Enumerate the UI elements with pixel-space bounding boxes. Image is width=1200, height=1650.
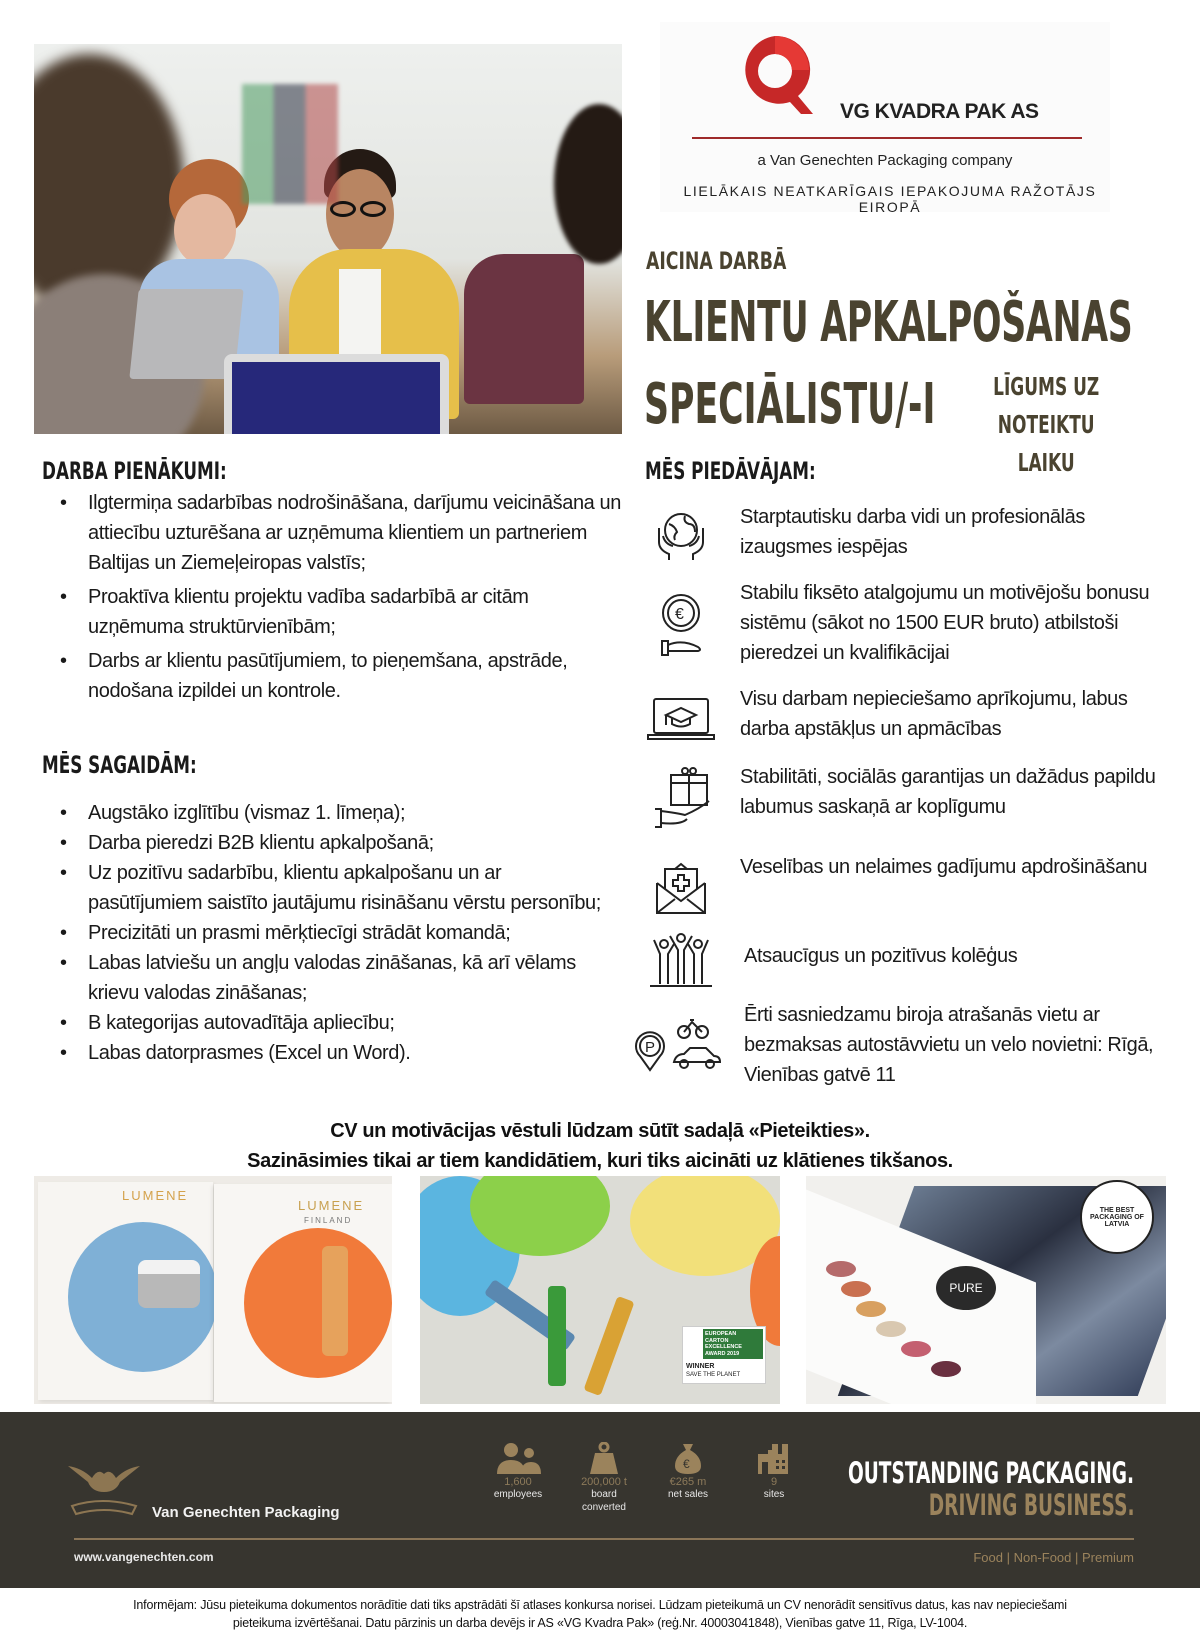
offer-heading: MĒS PIEDĀVĀJAM: [645,457,816,485]
duties-heading: DARBA PIENĀKUMI: [42,457,227,485]
footer-divider [74,1538,1134,1540]
footer-brand-name: Van Genechten Packaging [152,1504,340,1521]
privacy-notice-line1: Informējam: Jūsu pieteikuma dokumentos norādītie dati tiks apstrādāti šī atlases konkursa norisei. Lūdzam pieteikumā un CV nenorādīt sensitīvus datus, kas nav nepieciešami [133,1598,1067,1612]
kvadra-q-logo-icon [735,32,815,117]
company-name: VG KVADRA PAK AS [840,100,1039,123]
invite-label: AICINA DARBĀ [646,247,787,275]
best-packaging-badge: THE BEST PACKAGING OF LATVIA [1080,1180,1154,1254]
product-image-pure-chocolate [806,1176,1166,1404]
privacy-notice [40,1596,1160,1632]
offer-item [640,1000,1160,1095]
offer-item [640,684,1160,754]
svg-text:P: P [645,1039,656,1056]
slogan-line2: DRIVING BUSINESS. [928,1488,1134,1522]
application-instructions [0,1116,1200,1176]
offer-item [640,578,1160,673]
offer-text: Ērti sasniedzamu biroja atrašanās vietu ar bezmaksas autostāvvietu un velo novietni: Rīgā, Vienības gatvē 11 [744,1004,1154,1086]
euro-coin-hand-icon [640,588,722,660]
offer-text: Veselības un nelaimes gadījumu apdrošināšanu [740,856,1148,878]
offer-item [640,762,1160,832]
company-subtitle: a Van Genechten Packaging company [757,152,1013,169]
list-item: • Labas datorprasmes (Excel un Word). [42,1038,612,1068]
privacy-notice-line2: pieteikuma izvērtēšanai. Datu pārzinis un darba devējs ir AS «VG Kvadra Pak» (reģ.Nr. 40003041848), Vienības gatve 11, Rīga, LV-1004. [232,1616,968,1630]
lumene-sub-label: FINLAND [304,1216,353,1225]
weight-icon [564,1440,644,1474]
offer-item [640,852,1160,922]
list-item: • Ilgtermiņa sadarbības nodrošināšana, darījumu veicināšana un attiecību uzturēšana ar uzņēmuma klientiem un partneriem Baltijas un Ziemeļeiropas valstīs; [42,488,622,578]
contract-type-line1: LĪGUMS UZ [993,372,1100,401]
stat-net-sales: € €265 m net sales [648,1440,728,1501]
carton-award-badge: EUROPEAN CARTON EXCELLENCE AWARD 2019 WINNER SAVE THE PLANET [682,1326,766,1384]
offer-text: Starptautisku darba vidi un profesionālās izaugsmes iespējas [740,506,1085,558]
pure-brand-label: PURE [936,1266,996,1310]
svg-text:€: € [683,1457,690,1471]
list-item: • Labas latviešu un angļu valodas zināšanas, kā arī vēlams krievu valodas zināšanas; [42,948,612,1008]
vg-eagle-logo-icon [66,1462,142,1520]
parking-bike-car-icon [634,1010,726,1082]
list-item: • Precizitāti un prasmi mērķtiecīgi strādāt komandā; [42,918,612,948]
people-icon [478,1440,558,1474]
website-link[interactable]: www.vangenechten.com [74,1550,214,1564]
list-item: • Darbs ar klientu pasūtījumiem, to pieņemšana, apstrāde, nodošana izpildei un kontrole. [42,646,622,706]
market-segments: Food | Non-Food | Premium [973,1550,1134,1565]
contract-type-line2: NOTEIKTU LAIKU [997,410,1095,477]
cta-line1: CV un motivācijas vēstuli lūdzam sūtīt sadaļā «Pieteikties». [330,1120,870,1142]
offer-text: Stabilitāti, sociālās garantijas un dažādus papildu labumus saskaņā ar koplīgumu [740,766,1156,818]
company-tagline: LIELĀKAIS NEATKARĪGAIS IEPAKOJUMA RAŽOTĀJS EIROPĀ [683,183,1097,215]
footer-band [0,1412,1200,1588]
stat-board: 200,000 t board converted [564,1440,644,1514]
product-image-lumene [34,1176,392,1404]
expectations-list [42,798,612,1068]
contract-type [985,368,1107,482]
product-image-balloons [420,1176,780,1404]
list-item: • Darba pieredzi B2B klientu apkalpošanā; [42,828,612,858]
hero-photo [34,44,622,434]
offer-text: Atsaucīgus un pozitīvus kolēģus [744,945,1018,967]
svg-text:€: € [675,606,684,623]
factory-icon [734,1440,814,1474]
lumene-brand-label-2: LUMENE [298,1198,365,1213]
laptop-graduation-cap-icon [640,684,722,756]
duties-list [42,488,622,710]
lumene-brand-label: LUMENE [122,1188,189,1203]
offer-text: Stabilu fiksēto atalgojumu un motivējošu bonusu sistēmu (sākot no 1500 EUR bruto) atbilstoši pieredzei un kvalifikācijai [740,582,1150,664]
offer-item [640,500,1160,570]
stat-sites: 9 sites [734,1440,814,1501]
job-title-line1: KLIENTU APKALPOŠANAS [644,290,1133,355]
job-title-line2: SPECIĀLISTU/-I [644,372,936,437]
list-item: • Uz pozitīvu sadarbību, klientu apkalpošanu un ar pasūtījumiem saistīto jautājumu risināšanu vērstu personību; [42,858,612,918]
gift-hand-icon [640,762,722,834]
expectations-heading: MĒS SAGAIDĀM: [42,751,197,779]
offer-text: Visu darbam nepieciešamo aprīkojumu, labus darba apstākļus un apmācības [740,688,1128,740]
offer-item [640,924,1160,994]
list-item: • Augstāko izglītību (vismaz 1. līmeņa); [42,798,612,828]
money-bag-icon [648,1440,728,1474]
stat-employees: 1,600 employees [478,1440,558,1501]
slogan-line1: OUTSTANDING PACKAGING. [847,1456,1134,1490]
cheering-people-icon [640,924,722,996]
cta-line2: Sazināsimies tikai ar tiem kandidātiem, kuri tiks aicināti uz klātienes tikšanos. [247,1150,953,1172]
medical-envelope-icon [640,852,722,924]
logo-divider [692,137,1082,139]
list-item: • Proaktīva klientu projektu vadība sadarbībā ar citām uzņēmuma struktūrvienībām; [42,582,622,642]
globe-hands-icon [640,500,722,572]
list-item: • B kategorijas autovadītāja apliecību; [42,1008,612,1038]
